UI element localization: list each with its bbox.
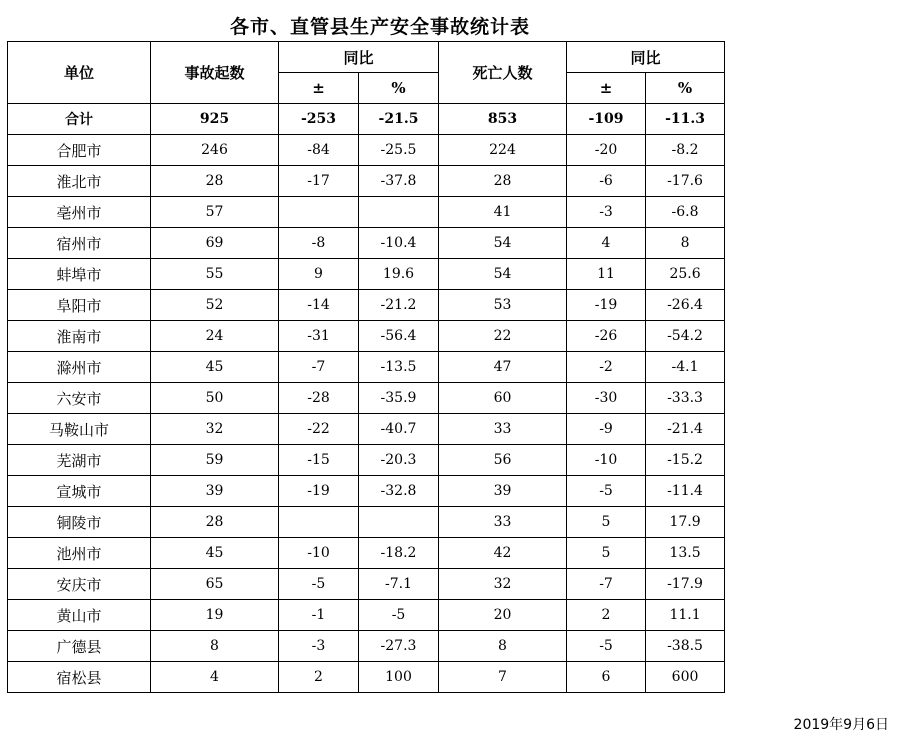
cell-deaths-percent: -26.4 bbox=[646, 290, 725, 321]
cell-accidents-percent: -37.8 bbox=[359, 166, 439, 197]
total-accidents: 925 bbox=[151, 104, 279, 135]
cell-deaths-percent: -17.9 bbox=[646, 569, 725, 600]
cell-deaths: 54 bbox=[439, 228, 567, 259]
cell-accidents-change: -15 bbox=[279, 445, 359, 476]
table-row bbox=[8, 476, 725, 507]
table-row bbox=[8, 352, 725, 383]
table-row bbox=[8, 321, 725, 352]
cell-deaths-change: -30 bbox=[567, 383, 646, 414]
header-unit: 单位 bbox=[8, 42, 151, 104]
cell-accidents-change: -22 bbox=[279, 414, 359, 445]
cell-accidents-percent: -35.9 bbox=[359, 383, 439, 414]
table-row bbox=[8, 538, 725, 569]
total-deaths-percent: -11.3 bbox=[646, 104, 725, 135]
cell-accidents: 52 bbox=[151, 290, 279, 321]
cell-accidents: 246 bbox=[151, 135, 279, 166]
cell-unit-name: 六安市 bbox=[8, 383, 151, 414]
header-percent-deaths: % bbox=[646, 73, 725, 104]
cell-unit-name: 阜阳市 bbox=[8, 290, 151, 321]
cell-unit-name: 亳州市 bbox=[8, 197, 151, 228]
cell-accidents: 45 bbox=[151, 352, 279, 383]
cell-deaths-change: -9 bbox=[567, 414, 646, 445]
cell-unit-name: 滁州市 bbox=[8, 352, 151, 383]
cell-accidents-change: -84 bbox=[279, 135, 359, 166]
header-percent-accidents: % bbox=[359, 73, 439, 104]
cell-unit-name: 宿州市 bbox=[8, 228, 151, 259]
cell-accidents-percent bbox=[359, 507, 439, 538]
cell-accidents-percent: -27.3 bbox=[359, 631, 439, 662]
cell-accidents: 24 bbox=[151, 321, 279, 352]
table-row bbox=[8, 600, 725, 631]
cell-deaths-change: 5 bbox=[567, 538, 646, 569]
cell-accidents: 65 bbox=[151, 569, 279, 600]
cell-accidents-percent: -56.4 bbox=[359, 321, 439, 352]
header-plusminus-deaths: ± bbox=[567, 73, 646, 104]
total-label: 合计 bbox=[8, 104, 151, 135]
cell-deaths: 41 bbox=[439, 197, 567, 228]
cell-accidents-change: -7 bbox=[279, 352, 359, 383]
cell-accidents-change: 9 bbox=[279, 259, 359, 290]
cell-deaths-percent: 11.1 bbox=[646, 600, 725, 631]
total-deaths-change: -109 bbox=[567, 104, 646, 135]
cell-deaths-change: 11 bbox=[567, 259, 646, 290]
cell-deaths: 224 bbox=[439, 135, 567, 166]
table-row bbox=[8, 259, 725, 290]
cell-accidents-percent: -32.8 bbox=[359, 476, 439, 507]
cell-accidents-percent: -13.5 bbox=[359, 352, 439, 383]
cell-accidents-change: -3 bbox=[279, 631, 359, 662]
cell-deaths: 33 bbox=[439, 414, 567, 445]
cell-deaths-change: -26 bbox=[567, 321, 646, 352]
cell-unit-name: 黄山市 bbox=[8, 600, 151, 631]
table-row bbox=[8, 228, 725, 259]
cell-accidents-change: -5 bbox=[279, 569, 359, 600]
cell-accidents-change: -17 bbox=[279, 166, 359, 197]
cell-deaths-percent: -4.1 bbox=[646, 352, 725, 383]
statistics-table bbox=[7, 41, 725, 693]
cell-accidents-percent: -5 bbox=[359, 600, 439, 631]
cell-accidents-change: -28 bbox=[279, 383, 359, 414]
cell-deaths-change: -5 bbox=[567, 476, 646, 507]
cell-deaths-change: 5 bbox=[567, 507, 646, 538]
cell-deaths-change: -6 bbox=[567, 166, 646, 197]
table-row bbox=[8, 631, 725, 662]
cell-deaths-change: 2 bbox=[567, 600, 646, 631]
cell-unit-name: 安庆市 bbox=[8, 569, 151, 600]
cell-accidents-change bbox=[279, 507, 359, 538]
total-accidents-change: -253 bbox=[279, 104, 359, 135]
cell-accidents: 45 bbox=[151, 538, 279, 569]
cell-deaths: 7 bbox=[439, 662, 567, 693]
cell-accidents-percent: -10.4 bbox=[359, 228, 439, 259]
cell-accidents-percent: -40.7 bbox=[359, 414, 439, 445]
cell-accidents-percent: -25.5 bbox=[359, 135, 439, 166]
cell-accidents: 69 bbox=[151, 228, 279, 259]
cell-deaths-percent: 25.6 bbox=[646, 259, 725, 290]
cell-deaths-percent: 13.5 bbox=[646, 538, 725, 569]
table-row bbox=[8, 414, 725, 445]
cell-deaths-change: -3 bbox=[567, 197, 646, 228]
cell-deaths: 54 bbox=[439, 259, 567, 290]
header-plusminus-accidents: ± bbox=[279, 73, 359, 104]
cell-unit-name: 宣城市 bbox=[8, 476, 151, 507]
cell-deaths-percent: -38.5 bbox=[646, 631, 725, 662]
cell-deaths-change: -10 bbox=[567, 445, 646, 476]
cell-accidents: 59 bbox=[151, 445, 279, 476]
table-row bbox=[8, 569, 725, 600]
cell-unit-name: 池州市 bbox=[8, 538, 151, 569]
table-title: 各市、直管县生产安全事故统计表 bbox=[229, 16, 530, 38]
report-date: 2019年9月6日 bbox=[793, 717, 889, 733]
cell-deaths-percent: -21.4 bbox=[646, 414, 725, 445]
cell-accidents-percent: -20.3 bbox=[359, 445, 439, 476]
header-yoy-accidents: 同比 bbox=[279, 42, 439, 73]
total-deaths: 853 bbox=[439, 104, 567, 135]
cell-accidents-percent bbox=[359, 197, 439, 228]
cell-deaths-percent: -54.2 bbox=[646, 321, 725, 352]
cell-accidents-percent: -21.2 bbox=[359, 290, 439, 321]
cell-deaths-change: -19 bbox=[567, 290, 646, 321]
cell-accidents-change: -8 bbox=[279, 228, 359, 259]
table-row bbox=[8, 290, 725, 321]
cell-deaths: 8 bbox=[439, 631, 567, 662]
table-row bbox=[8, 507, 725, 538]
cell-accidents: 39 bbox=[151, 476, 279, 507]
cell-deaths: 20 bbox=[439, 600, 567, 631]
table-row bbox=[8, 197, 725, 228]
cell-accidents-change: -19 bbox=[279, 476, 359, 507]
cell-deaths-percent: -11.4 bbox=[646, 476, 725, 507]
total-accidents-percent: -21.5 bbox=[359, 104, 439, 135]
cell-accidents-change: -1 bbox=[279, 600, 359, 631]
cell-deaths-percent: -6.8 bbox=[646, 197, 725, 228]
table-row bbox=[8, 135, 725, 166]
cell-accidents: 8 bbox=[151, 631, 279, 662]
total-row bbox=[8, 104, 725, 135]
cell-deaths: 33 bbox=[439, 507, 567, 538]
cell-unit-name: 马鞍山市 bbox=[8, 414, 151, 445]
cell-unit-name: 淮北市 bbox=[8, 166, 151, 197]
cell-deaths-percent: -8.2 bbox=[646, 135, 725, 166]
cell-deaths-change: -5 bbox=[567, 631, 646, 662]
cell-deaths-percent: -15.2 bbox=[646, 445, 725, 476]
cell-accidents-change: 2 bbox=[279, 662, 359, 693]
cell-deaths-percent: 8 bbox=[646, 228, 725, 259]
cell-accidents: 19 bbox=[151, 600, 279, 631]
cell-accidents: 28 bbox=[151, 166, 279, 197]
table-row bbox=[8, 166, 725, 197]
table-row bbox=[8, 662, 725, 693]
cell-deaths-percent: 600 bbox=[646, 662, 725, 693]
cell-unit-name: 芜湖市 bbox=[8, 445, 151, 476]
cell-accidents-change: -10 bbox=[279, 538, 359, 569]
cell-unit-name: 蚌埠市 bbox=[8, 259, 151, 290]
cell-deaths-percent: -33.3 bbox=[646, 383, 725, 414]
cell-deaths: 39 bbox=[439, 476, 567, 507]
cell-accidents: 32 bbox=[151, 414, 279, 445]
cell-unit-name: 淮南市 bbox=[8, 321, 151, 352]
cell-accidents: 4 bbox=[151, 662, 279, 693]
cell-accidents-percent: -18.2 bbox=[359, 538, 439, 569]
cell-deaths-change: 4 bbox=[567, 228, 646, 259]
cell-deaths: 22 bbox=[439, 321, 567, 352]
cell-unit-name: 宿松县 bbox=[8, 662, 151, 693]
cell-accidents: 28 bbox=[151, 507, 279, 538]
table-row bbox=[8, 383, 725, 414]
header-yoy-deaths: 同比 bbox=[567, 42, 725, 73]
cell-unit-name: 合肥市 bbox=[8, 135, 151, 166]
cell-accidents-percent: 19.6 bbox=[359, 259, 439, 290]
header-deaths: 死亡人数 bbox=[439, 42, 567, 104]
cell-deaths: 47 bbox=[439, 352, 567, 383]
cell-deaths: 56 bbox=[439, 445, 567, 476]
cell-deaths: 28 bbox=[439, 166, 567, 197]
cell-deaths: 32 bbox=[439, 569, 567, 600]
cell-deaths-change: 6 bbox=[567, 662, 646, 693]
cell-deaths-change: -20 bbox=[567, 135, 646, 166]
cell-unit-name: 广德县 bbox=[8, 631, 151, 662]
cell-accidents-change bbox=[279, 197, 359, 228]
cell-accidents-change: -31 bbox=[279, 321, 359, 352]
cell-accidents-percent: -7.1 bbox=[359, 569, 439, 600]
cell-accidents-percent: 100 bbox=[359, 662, 439, 693]
header-accidents: 事故起数 bbox=[151, 42, 279, 104]
cell-deaths: 60 bbox=[439, 383, 567, 414]
header-row-1 bbox=[8, 42, 725, 73]
cell-accidents: 57 bbox=[151, 197, 279, 228]
cell-deaths-percent: -17.6 bbox=[646, 166, 725, 197]
cell-deaths-change: -7 bbox=[567, 569, 646, 600]
cell-deaths: 42 bbox=[439, 538, 567, 569]
cell-accidents: 50 bbox=[151, 383, 279, 414]
cell-deaths-percent: 17.9 bbox=[646, 507, 725, 538]
cell-unit-name: 铜陵市 bbox=[8, 507, 151, 538]
cell-deaths-change: -2 bbox=[567, 352, 646, 383]
cell-accidents-change: -14 bbox=[279, 290, 359, 321]
table-row bbox=[8, 445, 725, 476]
cell-accidents: 55 bbox=[151, 259, 279, 290]
cell-deaths: 53 bbox=[439, 290, 567, 321]
